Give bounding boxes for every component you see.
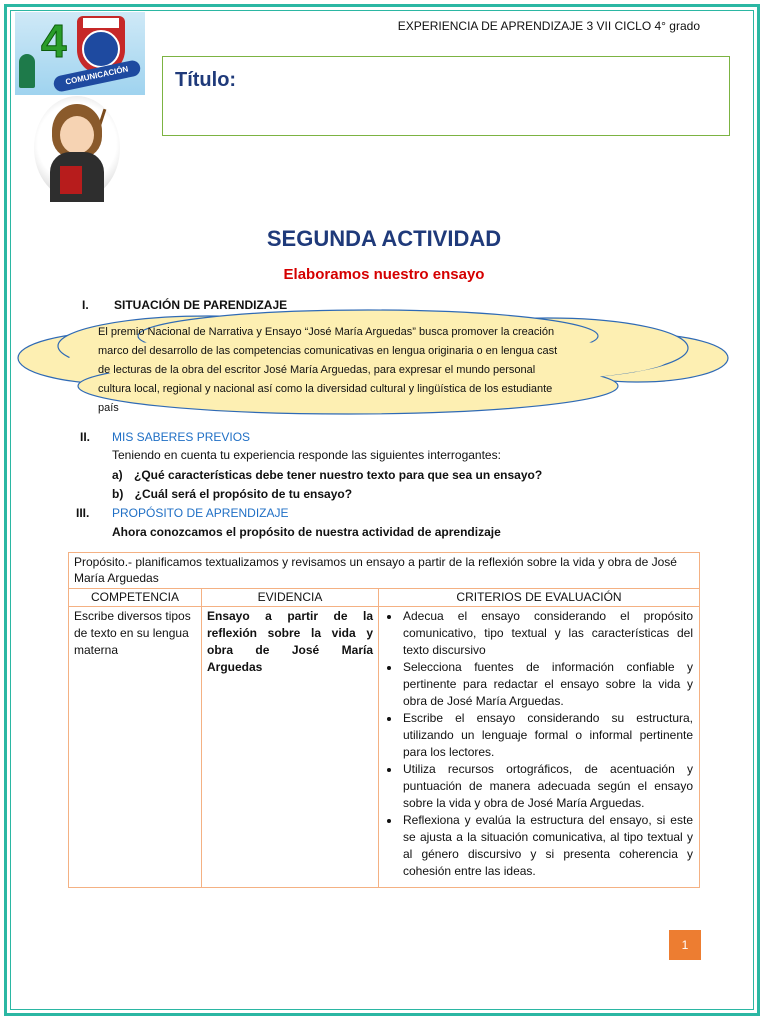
header-evidencia: EVIDENCIA <box>202 589 378 607</box>
question-a-text: ¿Qué características debe tener nuestro texto para que sea un ensayo? <box>134 468 543 482</box>
question-b-label: b) <box>112 487 124 501</box>
situation-line: El premio Nacional de Narrativa y Ensayo “José María Arguedas” busca promover la creación <box>98 326 555 338</box>
section-1-number: I. <box>82 298 89 312</box>
evidencia-cell: Ensayo a partir de la reflexión sobre la vida y obra de José María Arguedas <box>207 609 373 674</box>
question-b-text: ¿Cuál será el propósito de tu ensayo? <box>134 487 353 501</box>
experience-header: EXPERIENCIA DE APRENDIZAJE 3 VII CICLO 4° grado <box>397 19 700 33</box>
criterion-item: • Reflexiona y evalúa la estructura del ensayo, si este se ajusta a la situación comunicativa, al tipo textual y al género discursivo y si presenta coherencia y cohesión entre las ideas. <box>401 812 693 880</box>
situation-text <box>98 323 570 414</box>
criterion-item: • Escribe el ensayo considerando su estructura, utilizando un lenguaje formal o informal pertinente para los lectores. <box>401 710 693 761</box>
competencia-cell: Escribe diversos tipos de texto en su lengua materna <box>74 609 191 657</box>
section-3-heading <box>76 506 476 522</box>
question-a-label: a) <box>112 468 123 482</box>
section-2-title: MIS SABERES PREVIOS <box>112 430 251 444</box>
logo-banner: COMUNICACIÓN <box>52 59 141 93</box>
situation-line: país <box>98 402 119 414</box>
activity-heading: SEGUNDA ACTIVIDAD <box>266 226 502 251</box>
header-criterios: CRITERIOS DE EVALUACIÓN <box>379 589 699 607</box>
teacher-illustration <box>34 96 120 200</box>
criterios-cell <box>381 608 693 880</box>
column-divider <box>201 589 202 887</box>
section-1-title: SITUACIÓN DE PARENDIZAJE <box>114 298 288 312</box>
header-competencia: COMPETENCIA <box>69 589 201 607</box>
page-number-badge: 1 <box>669 930 701 960</box>
section-3-number: III. <box>76 506 90 520</box>
section-3-title: PROPÓSITO DE APRENDIZAJE <box>112 506 289 520</box>
activity-subheading: Elaboramos nuestro ensayo <box>283 266 485 283</box>
section-2-intro: Teniendo en cuenta tu experiencia responde las siguientes interrogantes: <box>112 448 501 462</box>
criterion-item: • Selecciona fuentes de información confiable y pertinente para redactar el ensayo sobre la vida y obra de José María Arguedas. <box>401 659 693 710</box>
title-box[interactable] <box>162 56 730 136</box>
criterion-item: • Adecua el ensayo considerando el propósito comunicativo, tipo textual y las características del texto discursivo <box>401 608 693 659</box>
situation-line: cultura local, regional y nacional así como la diversidad cultural y lingüística de los estudiante <box>98 383 553 395</box>
situation-line: de lecturas de la obra del escritor José María Arguedas, para expresar el mundo personal <box>98 364 536 376</box>
grade-number: 4 <box>41 15 67 67</box>
question-b <box>112 487 352 501</box>
criterion-item: • Utiliza recursos ortográficos, de acentuación y puntuación de manera adecuada según el ensayo sobre la vida y obra de José María Arguedas. <box>401 761 693 812</box>
learning-purpose-table <box>68 552 700 888</box>
school-logo <box>15 12 145 95</box>
situation-line: marco del desarrollo de las competencias comunicativas en lengua originaria o en lengua cast <box>98 345 558 357</box>
title-label: Título: <box>175 69 237 91</box>
person-figure-icon <box>19 54 35 88</box>
section-2-number: II. <box>80 430 91 444</box>
purpose-row: Propósito.- planificamos textualizamos y revisamos un ensayo a partir de la reflexión sobre la vida y obra de José María Arguedas <box>69 553 699 589</box>
question-a <box>112 468 542 482</box>
section-2-heading <box>80 430 480 446</box>
section-3-intro: Ahora conozcamos el propósito de nuestra actividad de aprendizaje <box>112 525 501 539</box>
column-divider <box>378 589 379 887</box>
